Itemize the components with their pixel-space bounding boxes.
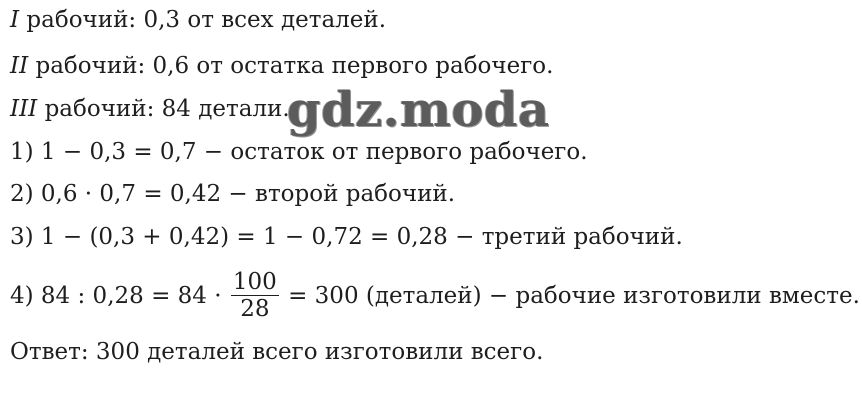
roman-numeral: III xyxy=(10,96,38,122)
step-1: 1) 1 − 0,3 = 0,7 − остаток от первого рабочего. xyxy=(10,139,588,165)
fraction-numerator: 100 xyxy=(232,268,277,295)
fraction-denominator: 28 xyxy=(240,295,270,322)
step-4-suffix: = 300 (деталей) − рабочие изготовили вместе. xyxy=(288,283,860,309)
given-line-2 xyxy=(10,51,553,81)
roman-numeral: II xyxy=(10,53,29,79)
given-text: рабочий: 0,3 от всех деталей. xyxy=(19,7,387,33)
given-text: рабочий: 84 детали. xyxy=(37,96,290,122)
answer-line: Ответ: 300 деталей всего изготовили всего. xyxy=(10,339,544,365)
fraction xyxy=(231,269,279,322)
solution-document xyxy=(10,0,860,412)
roman-numeral: I xyxy=(10,7,20,33)
step-4 xyxy=(10,266,860,326)
step-2: 2) 0,6 · 0,7 = 0,42 − второй рабочий. xyxy=(10,181,456,207)
step-3: 3) 1 − (0,3 + 0,42) = 1 − 0,72 = 0,28 − третий рабочий. xyxy=(10,224,683,250)
watermark-logo: gdz.moda xyxy=(287,82,550,138)
given-line-3 xyxy=(10,94,290,124)
given-line-1 xyxy=(10,5,386,35)
step-4-prefix: 4) 84 : 0,28 = 84 · xyxy=(10,283,222,309)
given-text: рабочий: 0,6 от остатка первого рабочего. xyxy=(28,53,554,79)
